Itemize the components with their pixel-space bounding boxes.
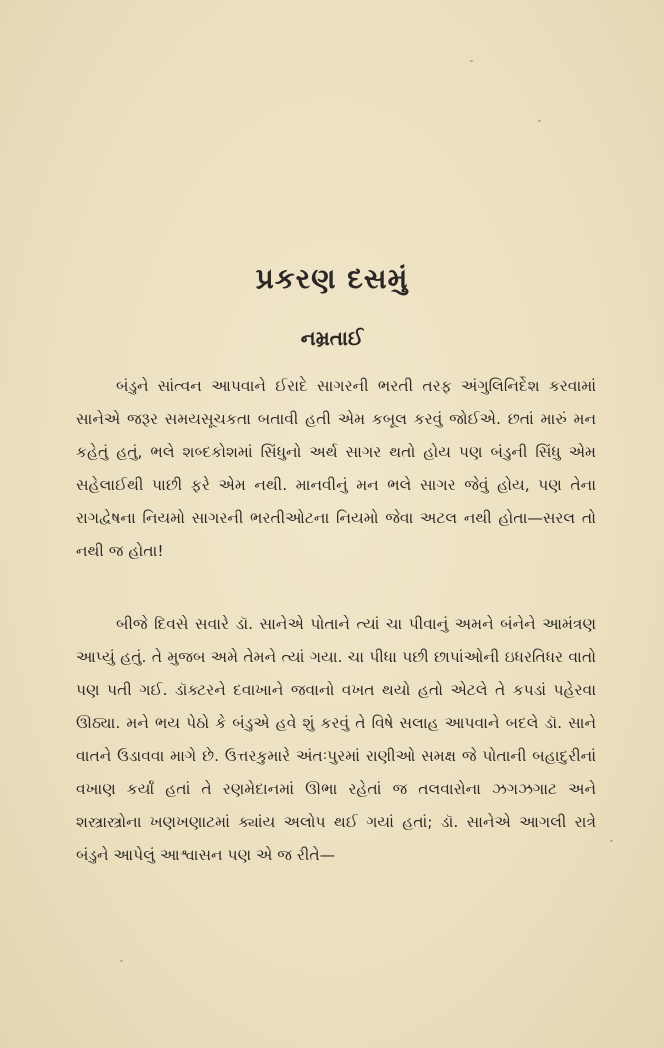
- paper-speck: [538, 120, 541, 122]
- paragraph-2: બીજે દિવસે સવારે ડૉ. સાનેએ પોતાને ત્યાં ચા પીવાનું અમને બંનેને આમંત્રણ આપ્યું હતું. તે મુજબ અમે તેમને ત્યાં ગયા. ચા પીધા પછી છાપાંઓની ઇધરતિધર વાતો પણ પતી ગઈ. ડૉક્ટરને દવાખાને જવાનો વખત થયો હતો એટલે તે કપડાં પહેરવા ઊઠ્યા. મને ભય પેઠો કે બંડુએ હવે શું કરવું તે વિષે સલાહ આપવાને બદલે ડૉ. સાને વાતને ઉડાવવા માગે છે. ઉત્તરકુમારે અંતઃપુરમાં રાણીઓ સમક્ષ જે પોતાની બહાદુરીનાં વખાણ કર્યાં હતાં તે રણમેદાનમાં ઊભા રહેતાં જ તલવારોના ઝગઝગાટ અને શસ્ત્રાસ્ત્રોના ખણખણાટમાં ક્યાંય અલોપ થઈ ગયાં હતાં; ડૉ. સાનેએ આગલી રાત્રે બંડુને આપેલું આશ્વાસન પણ એ જ રીતે—: [76, 615, 596, 864]
- paper-speck: [120, 960, 123, 962]
- chapter-heading: પ્રકરણ દસમું: [255, 262, 409, 295]
- paper-speck: [610, 840, 613, 842]
- paper-speck: [470, 60, 473, 62]
- chapter-subheading: નમ્રતાઈ: [300, 326, 364, 350]
- paragraph-1: બંડુને સાંત્વન આપવાને ઈરાદે સાગરની ભરતી તરફ અંગુલિનિર્દેશ કરવામાં સાનેએ જરૂર સમયસૂચકતા બતાવી હતી એમ કબૂલ કરવું જોઈએ. છતાં મારું મન કહેતું હતું, ભલે શબ્દકોશમાં સિંધુનો અર્થ સાગર થતો હોય પણ બંડુની સિંધુ એમ સહેલાઈથી પાછી ફરે એમ નથી. માનવીનું મન ભલે સાગર જેવું હોય, પણ તેના રાગદ્વેષના નિયમો સાગરની ભરતીઓટના નિયમો જેવા અટલ નથી હોતા—સરલ તો નથી જ હોતા!: [76, 377, 596, 560]
